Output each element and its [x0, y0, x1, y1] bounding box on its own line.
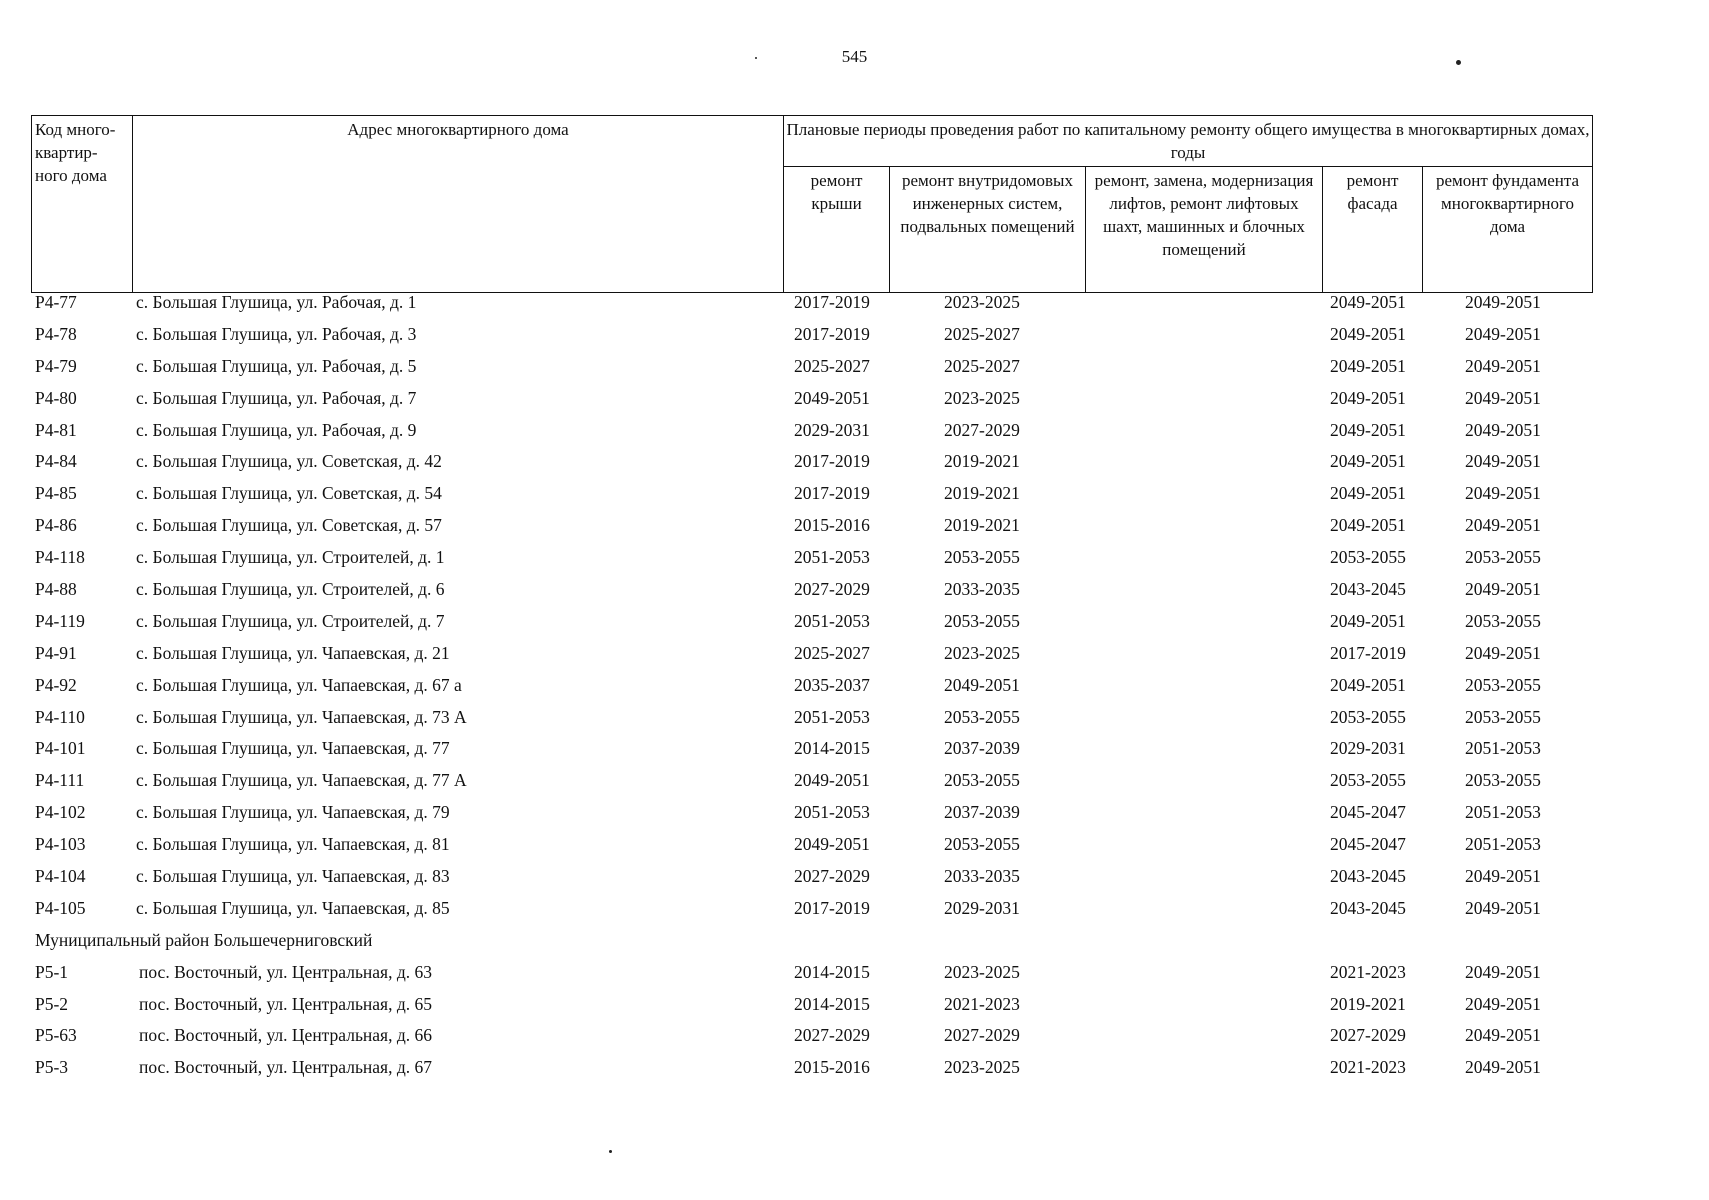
header-address: Адрес многоквартирного дома [133, 116, 784, 293]
row-roof: 2017-2019 [794, 323, 870, 344]
table-row [0, 577, 1709, 609]
row-address: с. Большая Глушица, ул. Чапаевская, д. 83 [136, 866, 450, 887]
header-foundation: ремонт фундамента многоквартирного дома [1423, 167, 1593, 293]
row-foundation: 2053-2055 [1465, 706, 1541, 727]
municipality-row [0, 928, 1709, 960]
table-row [0, 449, 1709, 481]
row-code: Р4-81 [35, 419, 77, 440]
row-engineering: 2053-2055 [944, 834, 1020, 855]
row-address: с. Большая Глушица, ул. Чапаевская, д. 85 [136, 897, 450, 918]
row-roof: 2014-2015 [794, 738, 870, 759]
row-foundation: 2049-2051 [1465, 292, 1541, 312]
row-engineering: 2025-2027 [944, 323, 1020, 344]
row-foundation: 2049-2051 [1465, 515, 1541, 536]
row-code: Р5-63 [35, 1025, 77, 1046]
row-facade: 2049-2051 [1330, 323, 1406, 344]
row-address: с. Большая Глушица, ул. Строителей, д. 1 [136, 547, 445, 568]
row-address: пос. Восточный, ул. Центральная, д. 66 [139, 1025, 433, 1046]
table-row [0, 418, 1709, 450]
row-address: с. Большая Глушица, ул. Рабочая, д. 9 [136, 419, 417, 440]
row-address: с. Большая Глушица, ул. Чапаевская, д. 73 А [136, 706, 467, 727]
row-code: Р4-85 [35, 483, 77, 504]
row-facade: 2017-2019 [1330, 642, 1406, 663]
row-code: Р5-2 [35, 993, 69, 1014]
table-row [0, 736, 1709, 768]
table-row [0, 864, 1709, 896]
row-engineering: 2019-2021 [944, 483, 1020, 504]
row-code: Р4-119 [35, 610, 85, 631]
row-roof: 2051-2053 [794, 802, 870, 823]
row-engineering: 2023-2025 [944, 961, 1020, 982]
row-facade: 2053-2055 [1330, 770, 1406, 791]
table-row [0, 481, 1709, 513]
row-facade: 2043-2045 [1330, 897, 1406, 918]
row-roof: 2015-2016 [794, 1057, 870, 1078]
row-roof: 2025-2027 [794, 355, 870, 376]
row-address: с. Большая Глушица, ул. Советская, д. 54 [136, 483, 442, 504]
row-foundation: 2049-2051 [1465, 451, 1541, 472]
table-body [0, 290, 1709, 1087]
row-foundation: 2049-2051 [1465, 355, 1541, 376]
row-engineering: 2019-2021 [944, 515, 1020, 536]
row-address: пос. Восточный, ул. Центральная, д. 63 [139, 961, 433, 982]
row-code: Р4-91 [35, 642, 77, 663]
row-facade: 2045-2047 [1330, 834, 1406, 855]
row-engineering: 2033-2035 [944, 866, 1020, 887]
row-address: с. Большая Глушица, ул. Строителей, д. 6 [136, 579, 445, 600]
row-roof: 2035-2037 [794, 674, 870, 695]
row-address: с. Большая Глушица, ул. Чапаевская, д. 77 [136, 738, 450, 759]
table-row [0, 705, 1709, 737]
row-facade: 2045-2047 [1330, 802, 1406, 823]
row-facade: 2029-2031 [1330, 738, 1406, 759]
row-foundation: 2049-2051 [1465, 866, 1541, 887]
row-roof: 2025-2027 [794, 642, 870, 663]
row-code: Р5-3 [35, 1057, 69, 1078]
row-engineering: 2033-2035 [944, 579, 1020, 600]
row-code: Р4-84 [35, 451, 77, 472]
table-row [0, 896, 1709, 928]
table-row [0, 641, 1709, 673]
table-row [0, 386, 1709, 418]
table-row [0, 545, 1709, 577]
row-code: Р4-92 [35, 674, 77, 695]
row-code: Р4-78 [35, 323, 77, 344]
row-engineering: 2023-2025 [944, 292, 1020, 312]
row-engineering: 2037-2039 [944, 802, 1020, 823]
row-engineering: 2019-2021 [944, 451, 1020, 472]
header-engineering: ремонт внутридомовых инженерных систем, подвальных помещений [890, 167, 1086, 293]
row-engineering: 2027-2029 [944, 1025, 1020, 1046]
row-roof: 2051-2053 [794, 706, 870, 727]
row-facade: 2027-2029 [1330, 1025, 1406, 1046]
row-address: с. Большая Глушица, ул. Чапаевская, д. 79 [136, 802, 450, 823]
row-foundation: 2049-2051 [1465, 387, 1541, 408]
row-code: Р4-111 [35, 770, 85, 791]
table-row [0, 960, 1709, 992]
row-facade: 2049-2051 [1330, 355, 1406, 376]
table-row [0, 354, 1709, 386]
row-code: Р4-118 [35, 547, 85, 568]
row-address: с. Большая Глушица, ул. Советская, д. 42 [136, 451, 442, 472]
row-engineering: 2023-2025 [944, 642, 1020, 663]
row-engineering: 2023-2025 [944, 387, 1020, 408]
row-facade: 2021-2023 [1330, 961, 1406, 982]
row-foundation: 2049-2051 [1465, 483, 1541, 504]
row-foundation: 2049-2051 [1465, 1057, 1541, 1078]
table-row [0, 768, 1709, 800]
row-code: Р4-105 [35, 897, 86, 918]
row-roof: 2027-2029 [794, 579, 870, 600]
table-row [0, 290, 1709, 322]
row-foundation: 2049-2051 [1465, 642, 1541, 663]
row-roof: 2049-2051 [794, 834, 870, 855]
scan-speck [609, 1150, 612, 1153]
table-row [0, 800, 1709, 832]
row-roof: 2027-2029 [794, 866, 870, 887]
header-code: Код много-квартир-ного дома [32, 116, 133, 293]
table-row [0, 609, 1709, 641]
row-facade: 2019-2021 [1330, 993, 1406, 1014]
row-foundation: 2049-2051 [1465, 897, 1541, 918]
row-roof: 2017-2019 [794, 483, 870, 504]
row-engineering: 2021-2023 [944, 993, 1020, 1014]
row-code: Р4-79 [35, 355, 77, 376]
row-code: Р4-80 [35, 387, 77, 408]
row-facade: 2049-2051 [1330, 515, 1406, 536]
row-foundation: 2051-2053 [1465, 834, 1541, 855]
row-engineering: 2053-2055 [944, 610, 1020, 631]
row-address: с. Большая Глушица, ул. Рабочая, д. 7 [136, 387, 417, 408]
row-address: с. Большая Глушица, ул. Рабочая, д. 3 [136, 323, 417, 344]
row-facade: 2049-2051 [1330, 387, 1406, 408]
row-facade: 2049-2051 [1330, 610, 1406, 631]
row-address: пос. Восточный, ул. Центральная, д. 65 [139, 993, 433, 1014]
page-number: 545 [841, 47, 868, 66]
row-engineering: 2029-2031 [944, 897, 1020, 918]
row-roof: 2051-2053 [794, 547, 870, 568]
row-foundation: 2053-2055 [1465, 610, 1541, 631]
row-roof: 2014-2015 [794, 961, 870, 982]
row-address: с. Большая Глушица, ул. Рабочая, д. 5 [136, 355, 417, 376]
row-address: с. Большая Глушица, ул. Чапаевская, д. 81 [136, 834, 450, 855]
row-address: с. Большая Глушица, ул. Строителей, д. 7 [136, 610, 445, 631]
row-engineering: 2053-2055 [944, 770, 1020, 791]
row-foundation: 2053-2055 [1465, 770, 1541, 791]
row-foundation: 2049-2051 [1465, 579, 1541, 600]
row-engineering: 2053-2055 [944, 706, 1020, 727]
row-foundation: 2049-2051 [1465, 419, 1541, 440]
row-foundation: 2053-2055 [1465, 547, 1541, 568]
row-foundation: 2049-2051 [1465, 993, 1541, 1014]
row-foundation: 2053-2055 [1465, 674, 1541, 695]
table-header [31, 115, 1593, 293]
header-facade: ремонт фасада [1323, 167, 1423, 293]
table-row [0, 1055, 1709, 1087]
row-facade: 2053-2055 [1330, 547, 1406, 568]
row-facade: 2049-2051 [1330, 419, 1406, 440]
row-code: Р4-110 [35, 706, 85, 727]
row-roof: 2027-2029 [794, 1025, 870, 1046]
row-code: Р4-104 [35, 866, 86, 887]
row-address: с. Большая Глушица, ул. Рабочая, д. 1 [136, 292, 417, 312]
table-row [0, 992, 1709, 1024]
row-facade: 2053-2055 [1330, 706, 1406, 727]
row-engineering: 2053-2055 [944, 547, 1020, 568]
row-code: Р4-86 [35, 515, 77, 536]
row-roof: 2015-2016 [794, 515, 870, 536]
table-row [0, 832, 1709, 864]
row-address: с. Большая Глушица, ул. Чапаевская, д. 67 а [136, 674, 462, 695]
municipality-heading: Муниципальный район Большечерниговский [35, 929, 373, 950]
table-row [0, 673, 1709, 705]
row-facade: 2049-2051 [1330, 451, 1406, 472]
row-roof: 2017-2019 [794, 897, 870, 918]
row-address: с. Большая Глушица, ул. Чапаевская, д. 77 А [136, 770, 467, 791]
row-roof: 2014-2015 [794, 993, 870, 1014]
row-foundation: 2049-2051 [1465, 1025, 1541, 1046]
row-engineering: 2027-2029 [944, 419, 1020, 440]
row-roof: 2049-2051 [794, 387, 870, 408]
row-address: пос. Восточный, ул. Центральная, д. 67 [139, 1057, 433, 1078]
row-foundation: 2049-2051 [1465, 961, 1541, 982]
row-facade: 2049-2051 [1330, 483, 1406, 504]
row-address: с. Большая Глушица, ул. Чапаевская, д. 21 [136, 642, 450, 663]
row-roof: 2029-2031 [794, 419, 870, 440]
row-foundation: 2051-2053 [1465, 738, 1541, 759]
row-engineering: 2037-2039 [944, 738, 1020, 759]
table-row [0, 322, 1709, 354]
row-address: с. Большая Глушица, ул. Советская, д. 57 [136, 515, 442, 536]
row-facade: 2049-2051 [1330, 292, 1406, 312]
row-code: Р4-101 [35, 738, 86, 759]
row-engineering: 2023-2025 [944, 1057, 1020, 1078]
scan-speck [1456, 60, 1461, 65]
scan-speck [755, 57, 757, 59]
row-roof: 2049-2051 [794, 770, 870, 791]
row-code: Р4-88 [35, 579, 77, 600]
row-facade: 2049-2051 [1330, 674, 1406, 695]
table-row [0, 513, 1709, 545]
row-roof: 2051-2053 [794, 610, 870, 631]
row-facade: 2021-2023 [1330, 1057, 1406, 1078]
table-row [0, 1023, 1709, 1055]
row-engineering: 2025-2027 [944, 355, 1020, 376]
row-code: Р5-1 [35, 961, 69, 982]
row-facade: 2043-2045 [1330, 866, 1406, 887]
row-roof: 2017-2019 [794, 451, 870, 472]
row-code: Р4-103 [35, 834, 86, 855]
row-code: Р4-77 [35, 292, 77, 312]
row-engineering: 2049-2051 [944, 674, 1020, 695]
row-foundation: 2051-2053 [1465, 802, 1541, 823]
header-periods: Плановые периоды проведения работ по капитальному ремонту общего имущества в многоквартирных домах, годы [784, 116, 1593, 167]
row-code: Р4-102 [35, 802, 86, 823]
header-elevators: ремонт, замена, модернизация лифтов, ремонт лифтовых шахт, машинных и блочных помещений [1086, 167, 1323, 293]
row-foundation: 2049-2051 [1465, 323, 1541, 344]
row-facade: 2043-2045 [1330, 579, 1406, 600]
header-roof: ремонт крыши [784, 167, 890, 293]
row-roof: 2017-2019 [794, 292, 870, 312]
